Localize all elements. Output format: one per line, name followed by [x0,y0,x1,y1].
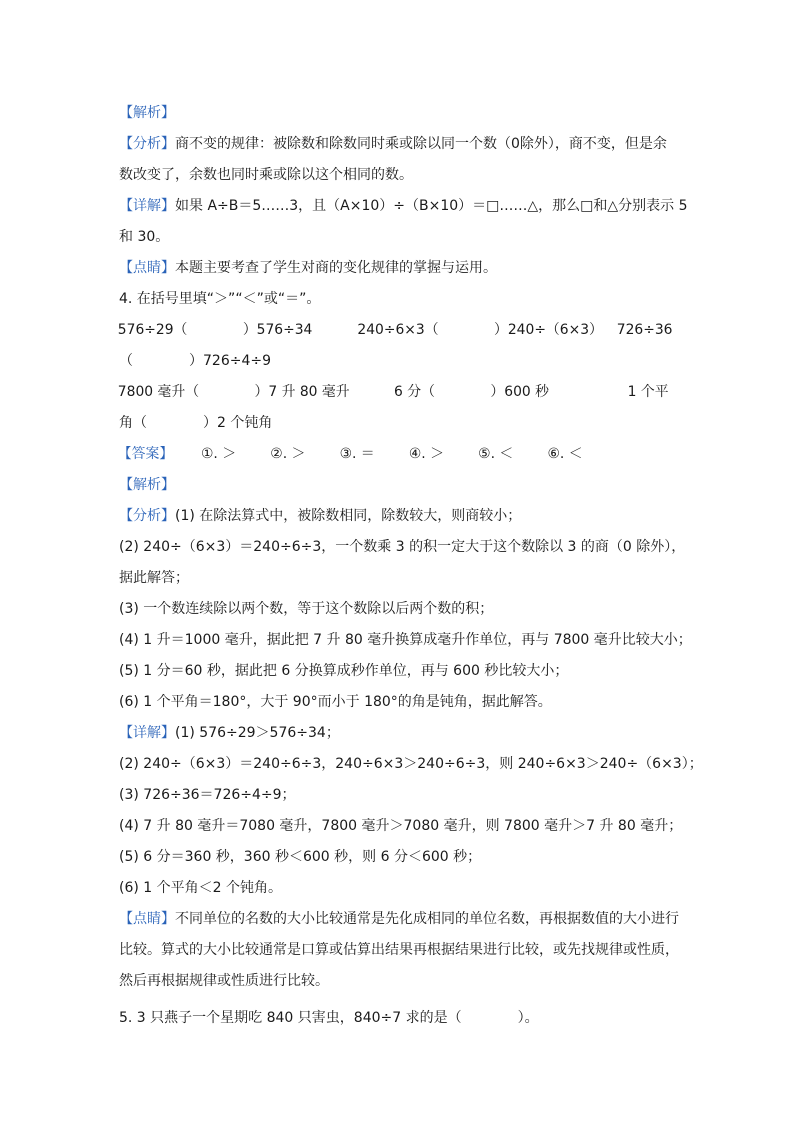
tag-label: 【详解】 [119,725,175,741]
comparison-item: 1 个平 [627,384,669,400]
tag-label: 【解析】 [119,105,175,121]
question-4-row-2 [119,351,271,371]
comparison-item: 240÷6×3（ ）240÷（6×3） [357,322,603,338]
answer-item: ⑥. ＜ [547,446,583,462]
analysis-line-6 [119,692,552,712]
section-heading-analysis [119,103,175,123]
tag-label: 【详解】 [119,198,175,214]
paragraph-text: (5) 6 分＝360 秒，360 秒＜600 秒，则 6 分＜600 秒； [119,849,482,865]
analysis-line-2-cont [119,568,189,588]
answer-tag: 【答案】 [117,446,174,462]
analysis-line-4 [119,630,692,650]
comparison-item: （ ）726÷4÷9 [119,353,271,369]
answer-item: ②. ＞ [270,446,306,462]
paragraph-text: 如果 A÷B＝5……3，且（A×10）÷（B×10）＝□……△，那么□和△分别表示 5 [175,198,688,214]
detail-line-1 [119,723,340,743]
answer-item: ④. ＞ [408,446,444,462]
comparison-item: 576÷29（ ）576÷34 [117,322,313,338]
detail-paragraph-cont [119,227,169,247]
comment-paragraph [119,258,497,278]
paragraph-text: (3) 一个数连续除以两个数，等于这个数除以后两个数的积； [119,601,494,617]
question-5-stem [119,1008,539,1028]
question-text: 4. 在括号里填“＞”“＜”或“＝”。 [119,291,321,307]
paragraph-text: 比较。算式的大小比较通常是口算或估算出结果再根据结果进行比较，或先找规律或性质， [119,942,679,958]
question-4-row-4 [119,413,272,433]
analysis-line-5 [119,661,568,681]
paragraph-text: (4) 7 升 80 毫升＝7080 毫升，7800 毫升＞7080 毫升，则 7800 毫升＞7 升 80 毫升； [119,818,683,834]
detail-paragraph [119,196,688,216]
question-text: 5. 3 只燕子一个星期吃 840 只害虫，840÷7 求的是（ ）。 [119,1010,539,1026]
detail-line-4 [119,816,682,836]
paragraph-text: (3) 726÷36＝726÷4÷9； [119,787,296,803]
comment-line-1 [119,909,679,929]
section-heading-analysis [119,475,175,495]
answer-item: ③. ＝ [339,446,375,462]
paragraph-text: 不同单位的名数的大小比较通常是先化成相同的单位名数，再根据数值的大小进行 [175,911,679,927]
paragraph-text: (6) 1 个平角＝180°，大于 90°而小于 180°的角是钝角，据此解答。 [119,694,552,710]
tag-label: 【点睛】 [119,260,175,276]
question-4-stem [119,289,320,309]
comparison-item: 角（ ）2 个钝角 [119,415,273,431]
paragraph-text: (2) 240÷（6×3）＝240÷6÷3，240÷6×3＞240÷6÷3，则 240÷6×3＞240÷（6×3）； [119,756,703,772]
detail-line-6 [119,878,282,898]
paragraph-text: 和 30。 [119,229,170,245]
detail-line-2 [119,754,703,774]
tag-label: 【分析】 [119,136,175,152]
answer-item: ⑤. ＜ [478,446,514,462]
paragraph-text: 然后再根据规律或性质进行比较。 [119,973,329,989]
paragraph-text: (1) 576÷29＞576÷34； [175,725,340,741]
detail-line-5 [119,847,481,867]
tag-label: 【点睛】 [119,911,175,927]
comment-line-3 [119,971,329,991]
comparison-item: 6 分（ ）600 秒 [394,384,549,400]
paragraph-text: 据此解答； [119,570,189,586]
paragraph-text: 数改变了，余数也同时乘或除以这个相同的数。 [119,167,413,183]
paragraph-text: (6) 1 个平角＜2 个钝角。 [119,880,282,896]
paragraph-text: 商不变的规律：被除数和除数同时乘或除以同一个数（0除外），商不变，但是余 [175,136,667,152]
paragraph-text: (5) 1 分＝60 秒，据此把 6 分换算成秒作单位，再与 600 秒比较大小； [119,663,569,679]
analysis-line-1 [119,506,521,526]
paragraph-text: (4) 1 升＝1000 毫升，据此把 7 升 80 毫升换算成毫升作单位，再与 7800 毫升比较大小； [119,632,692,648]
paragraph-text: (1) 在除法算式中，被除数相同，除数较大，则商较小； [175,508,522,524]
comparison-item: 7800 毫升（ ）7 升 80 毫升 [117,384,350,400]
answer-item: ①. ＞ [200,446,237,462]
analysis-line-2 [119,537,685,557]
paragraph-text: 本题主要考查了学生对商的变化规律的掌握与运用。 [175,260,497,276]
comment-line-2 [119,940,679,960]
comparison-item: 726÷36 [616,322,673,338]
analysis-paragraph [119,134,667,154]
analysis-paragraph-cont [119,165,413,185]
tag-label: 【解析】 [119,477,175,493]
paragraph-text: (2) 240÷（6×3）＝240÷6÷3，一个数乘 3 的积一定大于这个数除以 3 的商（0 除外）， [119,539,686,555]
detail-line-3 [119,785,296,805]
tag-label: 【分析】 [119,508,175,524]
analysis-line-3 [119,599,493,619]
